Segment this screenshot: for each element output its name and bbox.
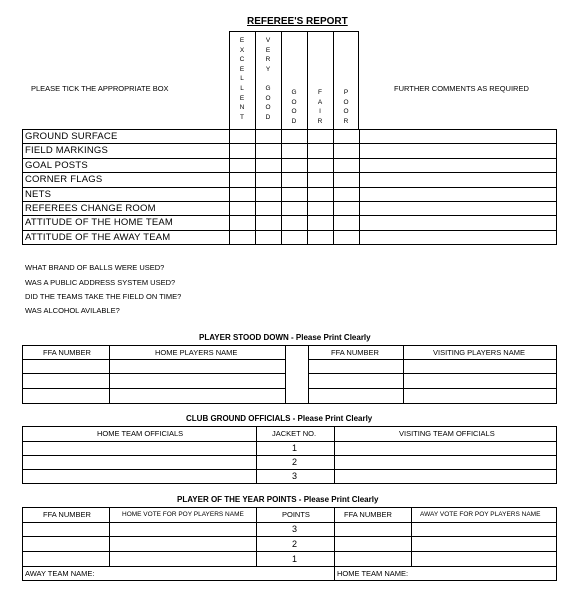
comment-field[interactable] <box>360 173 556 186</box>
stood-down-title: PLAYER STOOD DOWN - Please Print Clearly <box>199 333 371 342</box>
rating-col-very-good-letter: O <box>265 104 271 112</box>
rating-col-fair-letter: R <box>317 117 323 125</box>
rating-col-excellent-letter: T <box>240 113 244 121</box>
rating-col-poor-letter: R <box>343 117 349 125</box>
rating-col-very-good-letter: D <box>265 113 271 121</box>
rating-row-label: CORNER FLAGS <box>25 174 103 185</box>
tick-box-excellent[interactable] <box>230 173 255 186</box>
tick-box-poor[interactable] <box>334 159 359 172</box>
tick-box-excellent[interactable] <box>230 231 255 244</box>
tick-box-very-good[interactable] <box>256 159 281 172</box>
poy-points-value: 3 <box>292 524 298 534</box>
officials-col-visiting: VISITING TEAM OFFICIALS <box>399 429 495 438</box>
rating-col-very-good-letter: V <box>265 37 271 44</box>
rating-col-very-good-letter: O <box>265 94 271 102</box>
tick-box-poor[interactable] <box>334 144 359 157</box>
tick-box-good[interactable] <box>282 202 307 215</box>
rating-col-good-letter: G <box>291 89 297 96</box>
poy-col-points: POINTS <box>282 510 310 519</box>
tick-box-poor[interactable] <box>334 130 359 143</box>
comment-field[interactable] <box>360 231 556 244</box>
rating-col-very-good-letter: Y <box>265 65 271 73</box>
away-team-name-label: AWAY TEAM NAME: <box>25 569 95 578</box>
tick-box-poor[interactable] <box>334 173 359 186</box>
report-title: REFEREE'S REPORT <box>247 16 348 27</box>
tick-box-poor[interactable] <box>334 231 359 244</box>
tick-box-good[interactable] <box>282 173 307 186</box>
tick-box-good[interactable] <box>282 159 307 172</box>
rating-row-label: GROUND SURFACE <box>25 131 118 142</box>
rating-col-very-good-letter: E <box>265 46 271 54</box>
jacket-number: 2 <box>292 457 298 467</box>
tick-box-poor[interactable] <box>334 188 359 201</box>
tick-box-fair[interactable] <box>308 231 333 244</box>
tick-box-excellent[interactable] <box>230 188 255 201</box>
rating-col-excellent-letter: L <box>240 75 244 83</box>
tick-box-good[interactable] <box>282 188 307 201</box>
tick-box-excellent[interactable] <box>230 202 255 215</box>
instructions-left: PLEASE TICK THE APPROPRIATE BOX <box>31 84 169 93</box>
home-team-name-label: HOME TEAM NAME: <box>337 569 409 578</box>
stood-down-col-ffa-home: FFA NUMBER <box>43 348 91 357</box>
stood-down-col-visiting-players: VISITING PLAYERS NAME <box>433 348 525 357</box>
tick-box-excellent[interactable] <box>230 130 255 143</box>
tick-box-fair[interactable] <box>308 144 333 157</box>
tick-box-fair[interactable] <box>308 159 333 172</box>
comment-field[interactable] <box>360 159 556 172</box>
tick-box-very-good[interactable] <box>256 130 281 143</box>
rating-col-excellent-letter: E <box>239 37 245 44</box>
rating-row-label: ATTITUDE OF THE AWAY TEAM <box>25 232 171 243</box>
rating-col-fair-letter: A <box>317 98 323 106</box>
tick-box-excellent[interactable] <box>230 159 255 172</box>
rating-col-poor-letter: O <box>343 98 349 106</box>
poy-points-value: 2 <box>292 539 298 549</box>
tick-box-very-good[interactable] <box>256 188 281 201</box>
tick-box-fair[interactable] <box>308 202 333 215</box>
rating-col-very-good-letter: G <box>265 85 271 92</box>
question-label: WAS A PUBLIC ADDRESS SYSTEM USED? <box>25 278 176 287</box>
comment-field[interactable] <box>360 216 556 229</box>
tick-box-poor[interactable] <box>334 202 359 215</box>
tick-box-fair[interactable] <box>308 188 333 201</box>
rating-col-good-letter: O <box>291 98 297 106</box>
comment-field[interactable] <box>360 188 556 201</box>
comment-field[interactable] <box>360 144 556 157</box>
tick-box-very-good[interactable] <box>256 173 281 186</box>
rating-col-poor-letter: O <box>343 108 349 116</box>
poy-title: PLAYER OF THE YEAR POINTS - Please Print Clearly <box>177 495 379 504</box>
officials-title: CLUB GROUND OFFICIALS - Please Print Clearly <box>186 414 373 423</box>
rating-col-excellent-letter: L <box>240 85 244 92</box>
poy-col-ffa-home: FFA NUMBER <box>43 510 91 519</box>
tick-box-good[interactable] <box>282 144 307 157</box>
comment-field[interactable] <box>360 130 556 143</box>
poy-points-value: 1 <box>292 554 298 564</box>
rating-col-excellent-letter: C <box>239 56 245 64</box>
tick-box-fair[interactable] <box>308 173 333 186</box>
poy-col-home-vote: HOME VOTE FOR POY PLAYERS NAME <box>122 511 244 518</box>
tick-box-fair[interactable] <box>308 130 333 143</box>
stood-down-col-ffa-away: FFA NUMBER <box>331 348 379 357</box>
tick-box-fair[interactable] <box>308 216 333 229</box>
poy-col-away-vote: AWAY VOTE FOR POY PLAYERS NAME <box>420 511 541 518</box>
rating-col-excellent-letter: X <box>239 46 245 54</box>
comment-field[interactable] <box>360 202 556 215</box>
tick-box-good[interactable] <box>282 231 307 244</box>
rating-col-excellent-letter: N <box>239 104 245 112</box>
rating-row-label: FIELD MARKINGS <box>25 145 109 156</box>
stood-down-col-home-players: HOME PLAYERS NAME <box>155 348 238 357</box>
tick-box-excellent[interactable] <box>230 144 255 157</box>
rating-col-poor-letter: P <box>343 89 349 96</box>
officials-col-home: HOME TEAM OFFICIALS <box>97 429 184 438</box>
question-label: WHAT BRAND OF BALLS WERE USED? <box>25 263 165 272</box>
rating-col-good-letter: O <box>291 108 297 116</box>
tick-box-poor[interactable] <box>334 216 359 229</box>
tick-box-good[interactable] <box>282 130 307 143</box>
question-label: DID THE TEAMS TAKE THE FIELD ON TIME? <box>25 292 182 301</box>
tick-box-very-good[interactable] <box>256 216 281 229</box>
jacket-number: 1 <box>292 443 298 453</box>
instructions-right: FURTHER COMMENTS AS REQUIRED <box>394 84 529 93</box>
rating-row-label: REFEREES CHANGE ROOM <box>25 203 156 214</box>
rating-col-good-letter: D <box>291 117 297 125</box>
rating-col-fair-letter: I <box>319 108 321 116</box>
rating-col-fair-letter: F <box>318 89 322 96</box>
rating-row-label: ATTITUDE OF THE HOME TEAM <box>25 217 174 228</box>
tick-box-excellent[interactable] <box>230 216 255 229</box>
rating-col-very-good-letter: R <box>265 56 271 64</box>
poy-col-ffa-away: FFA NUMBER <box>344 510 392 519</box>
jacket-number: 3 <box>292 471 298 481</box>
rating-row-label: GOAL POSTS <box>25 160 88 171</box>
tick-box-very-good[interactable] <box>256 144 281 157</box>
rating-row-label: NETS <box>25 189 52 200</box>
rating-col-excellent-letter: E <box>239 94 245 102</box>
officials-col-jacket: JACKET NO. <box>272 429 317 438</box>
tick-box-very-good[interactable] <box>256 202 281 215</box>
question-label: WAS ALCOHOL AVILABLE? <box>25 306 120 315</box>
tick-box-very-good[interactable] <box>256 231 281 244</box>
tick-box-good[interactable] <box>282 216 307 229</box>
rating-col-excellent-letter: E <box>239 65 245 73</box>
